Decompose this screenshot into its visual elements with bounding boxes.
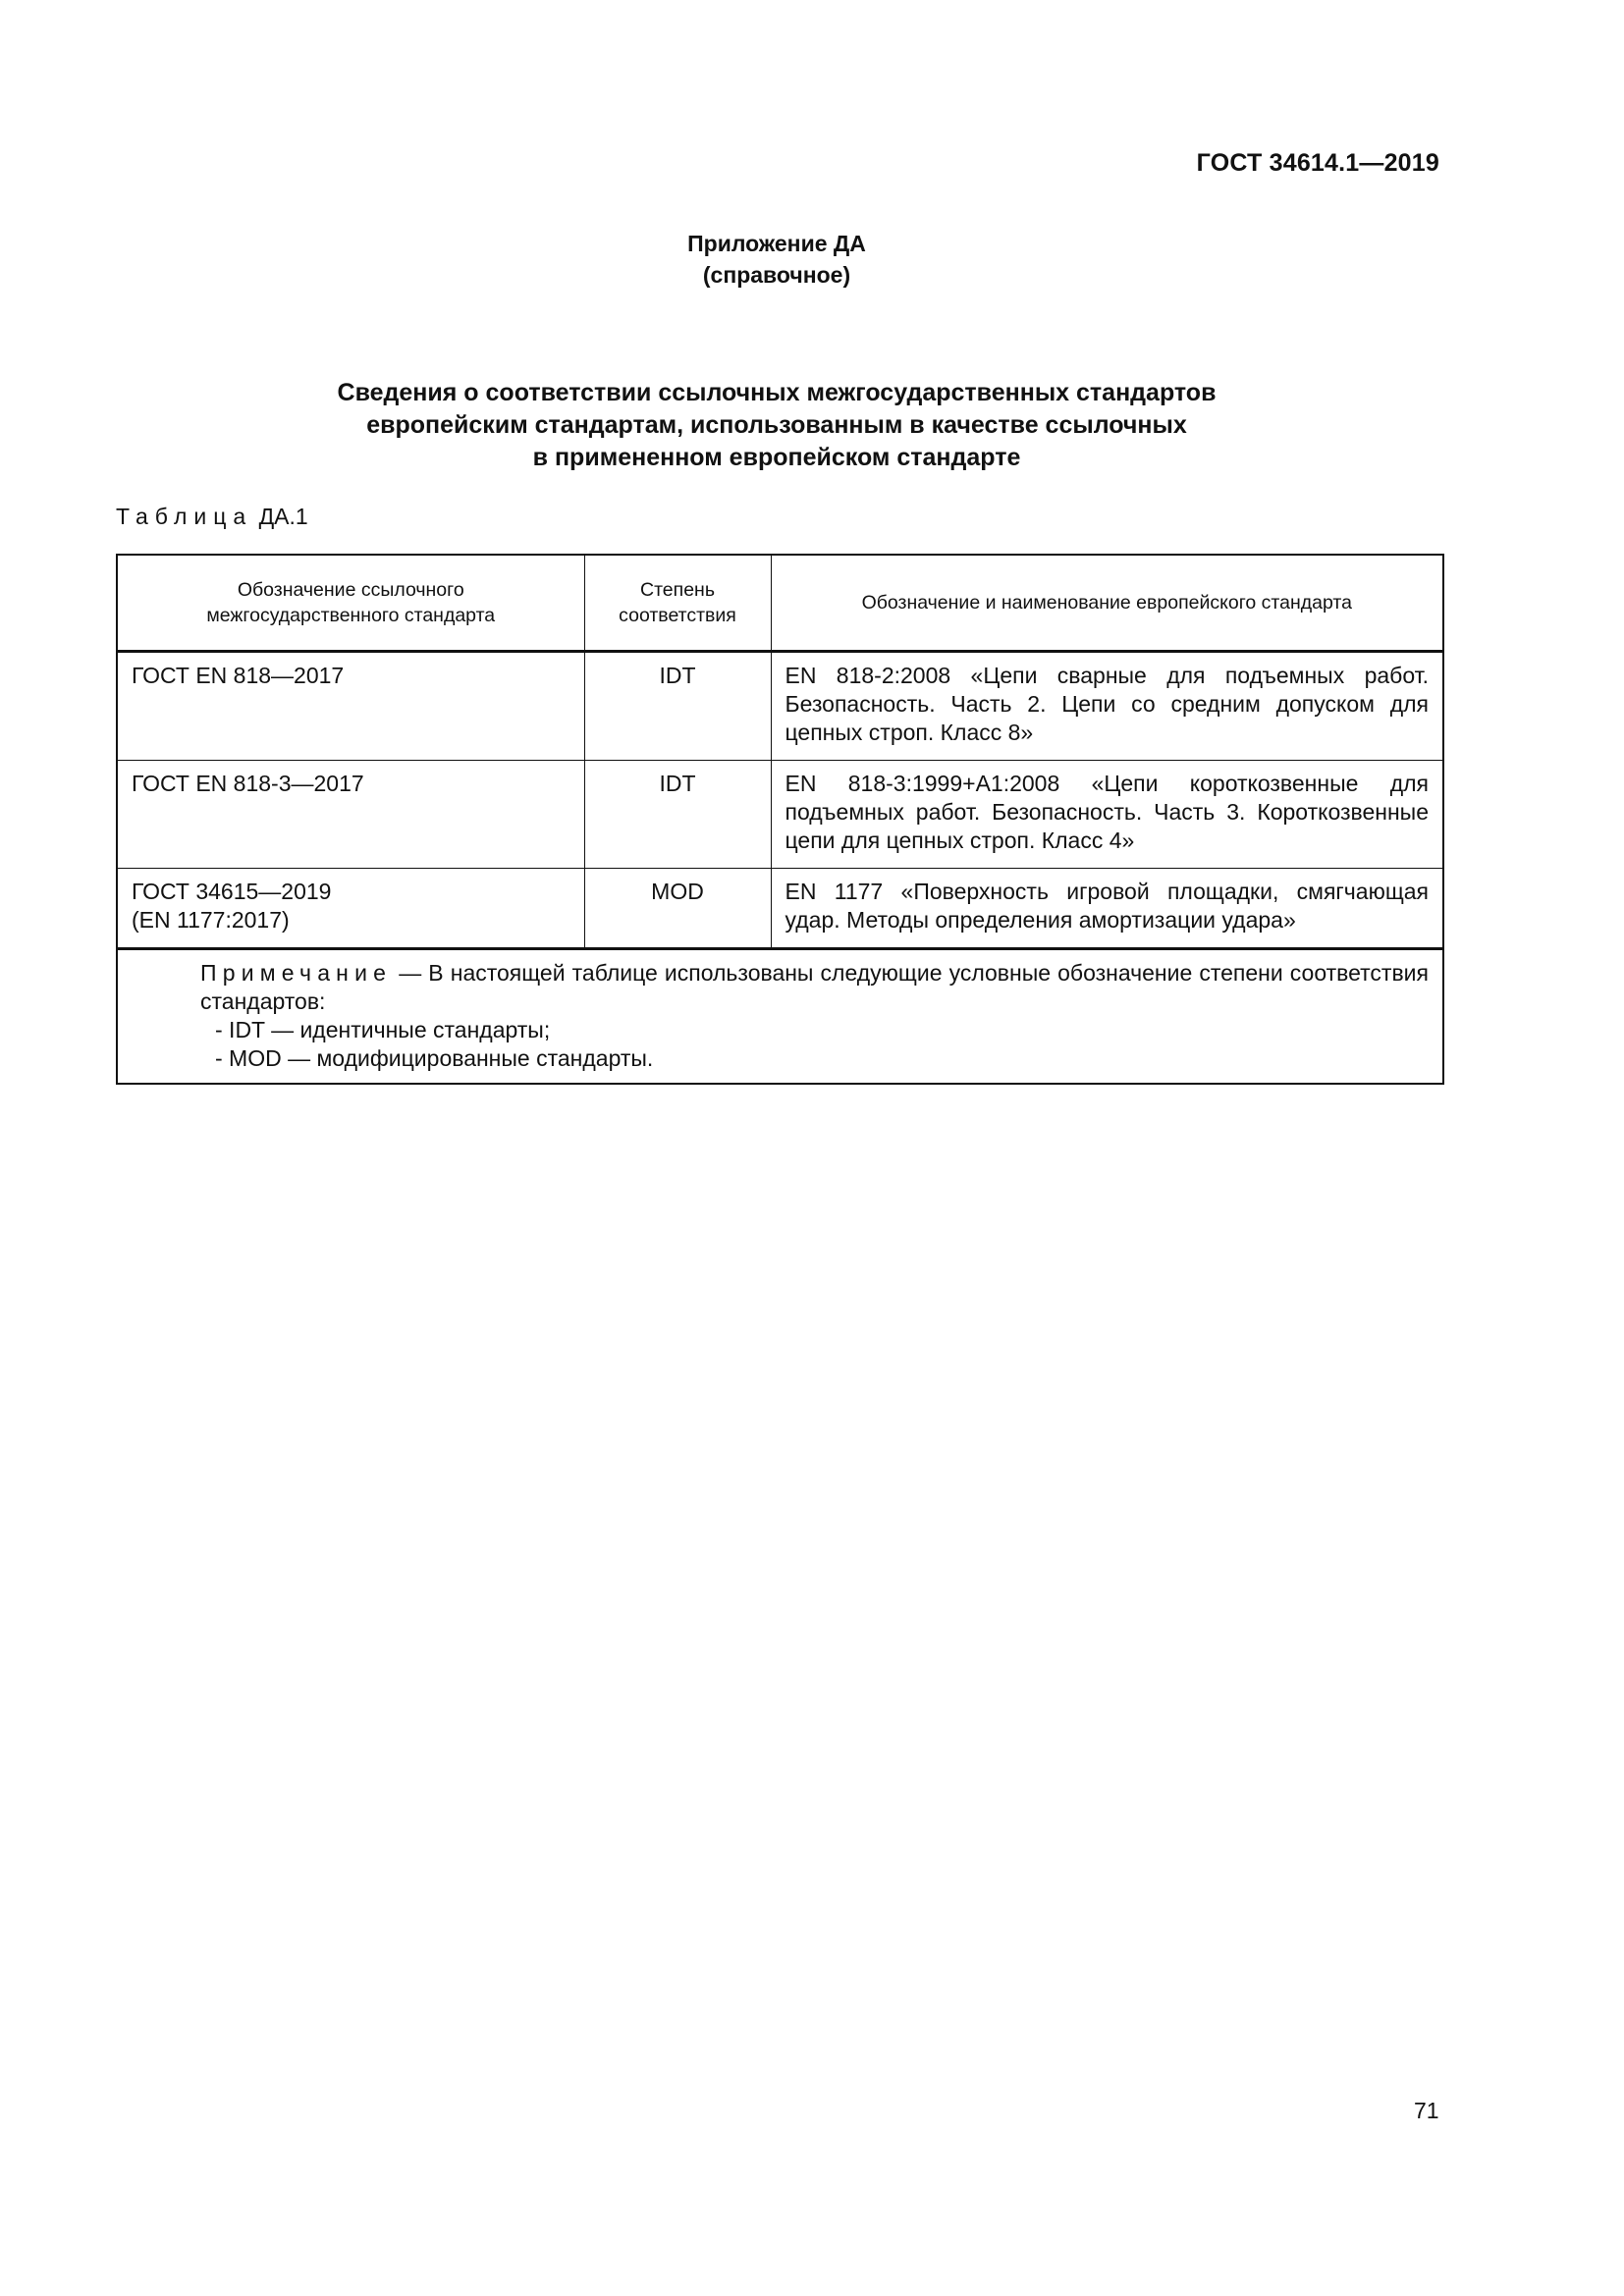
cell-standard: ГОСТ 34615—2019 (EN 1177:2017) <box>117 869 584 949</box>
appendix-heading <box>0 228 1553 291</box>
appendix-subtitle: (справочное) <box>702 262 851 288</box>
table-note <box>117 949 1443 1085</box>
note-item: - IDT — идентичные стандарты; <box>215 1017 551 1042</box>
table-row <box>117 869 1443 949</box>
section-title-line: европейским стандартам, использованным в качестве ссылочных <box>366 411 1187 439</box>
column-header-european: Обозначение и наименование европейского стандарта <box>771 555 1443 652</box>
table-caption <box>116 504 308 530</box>
table-note-row <box>117 949 1443 1085</box>
table-header-row <box>117 555 1443 652</box>
cell-standard: ГОСТ EN 818—2017 <box>117 652 584 761</box>
cell-degree: MOD <box>584 869 771 949</box>
section-title-line: Сведения о соответствии ссылочных межгосударственных стандартов <box>337 379 1217 406</box>
document-code: ГОСТ 34614.1—2019 <box>1196 149 1439 177</box>
section-title-line: в примененном европейском стандарте <box>532 444 1021 471</box>
cell-european: EN 818-3:1999+A1:2008 «Цепи короткозвенные для подъемных работ. Безопасность. Часть 3. Короткозвенные цепи для цепных строп. Класс 4» <box>771 761 1443 869</box>
cell-standard: ГОСТ EN 818-3—2017 <box>117 761 584 869</box>
cell-degree: IDT <box>584 761 771 869</box>
table-caption-number: ДА.1 <box>258 504 308 529</box>
section-title <box>0 377 1553 474</box>
appendix-title: Приложение ДА <box>687 231 866 256</box>
column-header-standard: Обозначение ссылочного межгосударственного стандарта <box>117 555 584 652</box>
note-label: Примечание <box>200 960 393 986</box>
table-caption-label: Таблица <box>116 504 253 529</box>
note-item: - MOD — модифицированные стандарты. <box>215 1045 654 1071</box>
correspondence-table <box>116 554 1444 1085</box>
table-row <box>117 652 1443 761</box>
column-header-degree: Степень соответствия <box>584 555 771 652</box>
cell-european: EN 1177 «Поверхность игровой площадки, смягчающая удар. Методы определения амортизации удара» <box>771 869 1443 949</box>
note-text: — В настоящей таблице использованы следующие условные обозначение степени соответствия стандартов: <box>200 960 1429 1014</box>
cell-degree: IDT <box>584 652 771 761</box>
page-number: 71 <box>1414 2098 1439 2123</box>
table-row <box>117 761 1443 869</box>
cell-european: EN 818-2:2008 «Цепи сварные для подъемных работ. Безопасность. Часть 2. Цепи со средним допуском для цепных строп. Класс 8» <box>771 652 1443 761</box>
